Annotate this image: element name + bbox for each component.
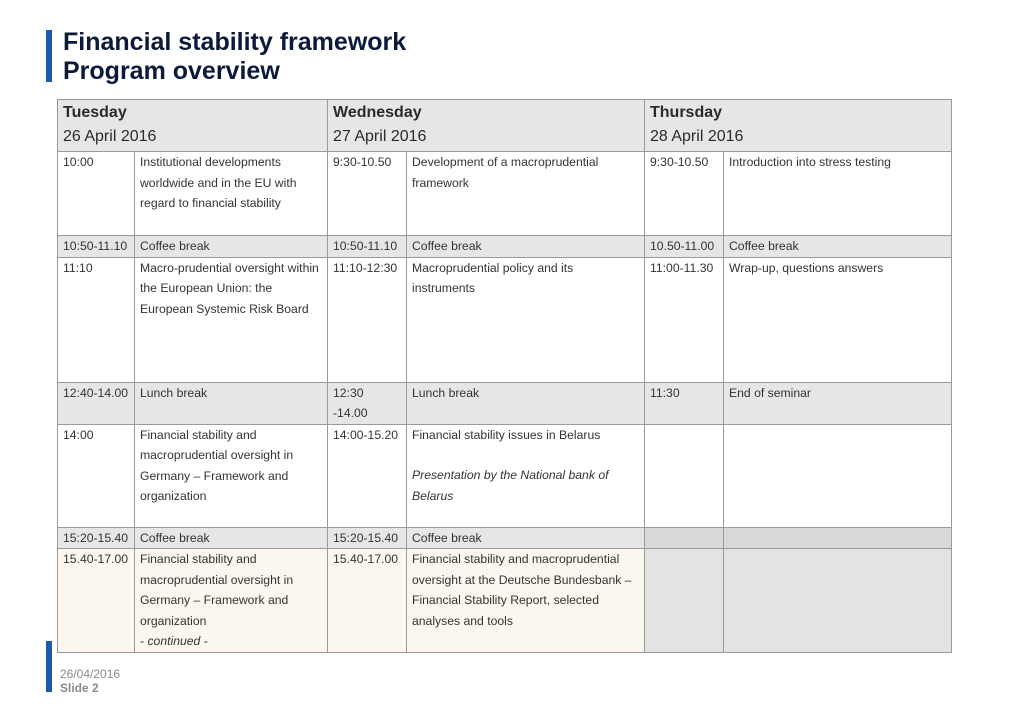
break-label: Coffee break bbox=[724, 236, 952, 258]
break-label: Lunch break bbox=[135, 382, 328, 424]
footer-accent-bar bbox=[46, 641, 52, 692]
session-time: 11:10-12:30 bbox=[328, 257, 407, 382]
title-accent-bar bbox=[46, 30, 52, 82]
table-row bbox=[58, 236, 952, 258]
break-time: 15:20-15.40 bbox=[328, 527, 407, 549]
program-schedule-table bbox=[57, 99, 952, 653]
day-header-thursday bbox=[645, 100, 952, 152]
session-time: 15.40-17.00 bbox=[328, 549, 407, 653]
session-time: 10:00 bbox=[58, 152, 135, 236]
session-title: Wrap-up, questions answers bbox=[724, 257, 952, 382]
session-time: 15.40-17.00 bbox=[58, 549, 135, 653]
session-time: 11:10 bbox=[58, 257, 135, 382]
table-row bbox=[58, 549, 952, 653]
break-time: 10:50-11.10 bbox=[328, 236, 407, 258]
break-label: Coffee break bbox=[407, 527, 645, 549]
day-header-wednesday bbox=[328, 100, 645, 152]
session-cell bbox=[407, 424, 645, 527]
footer-date: 26/04/2016 bbox=[60, 667, 121, 681]
session-note: - continued - bbox=[140, 634, 208, 648]
break-time: 10:50-11.10 bbox=[58, 236, 135, 258]
session-title: Financial stability and macroprudential oversight in Germany – Framework and organization bbox=[140, 552, 294, 628]
break-time: 12:40-14.00 bbox=[58, 382, 135, 424]
table-row bbox=[58, 382, 952, 424]
session-cell bbox=[135, 549, 328, 653]
break-label: End of seminar bbox=[724, 382, 952, 424]
session-time: 11:00-11.30 bbox=[645, 257, 724, 382]
day-header-tuesday bbox=[58, 100, 328, 152]
day-name: Wednesday bbox=[333, 104, 422, 121]
session-title: Financial stability and macroprudential oversight at the Deutsche Bundesbank – Financial Stability Report, selected analyses and tools bbox=[407, 549, 645, 653]
table-row bbox=[58, 424, 952, 527]
break-label: Coffee break bbox=[407, 236, 645, 258]
slide-subtitle: Program overview bbox=[63, 57, 280, 85]
session-time bbox=[645, 424, 724, 527]
break-label: Lunch break bbox=[407, 382, 645, 424]
table-row bbox=[58, 152, 952, 236]
break-time: 12:30 -14.00 bbox=[328, 382, 407, 424]
session-time: 14:00 bbox=[58, 424, 135, 527]
session-time bbox=[645, 549, 724, 653]
break-label: Coffee break bbox=[135, 236, 328, 258]
session-time: 9:30-10.50 bbox=[645, 152, 724, 236]
break-time bbox=[645, 527, 724, 549]
day-header-row bbox=[58, 100, 952, 152]
break-time: 15:20-15.40 bbox=[58, 527, 135, 549]
session-title: Financial stability issues in Belarus bbox=[412, 427, 601, 442]
break-label bbox=[724, 527, 952, 549]
break-time: 10.50-11.00 bbox=[645, 236, 724, 258]
session-title: Macroprudential policy and its instruments bbox=[407, 257, 645, 382]
session-time: 14:00-15.20 bbox=[328, 424, 407, 527]
table-row bbox=[58, 527, 952, 549]
session-title: Macro-prudential oversight within the European Union: the European Systemic Risk Board bbox=[135, 257, 328, 382]
session-time: 9:30-10.50 bbox=[328, 152, 407, 236]
slide-number: Slide 2 bbox=[60, 681, 99, 695]
break-label: Coffee break bbox=[135, 527, 328, 549]
session-title: Institutional developments worldwide and in the EU with regard to financial stability bbox=[135, 152, 328, 236]
session-title: Introduction into stress testing bbox=[724, 152, 952, 236]
session-title bbox=[724, 549, 952, 653]
day-name: Tuesday bbox=[63, 104, 127, 121]
session-title bbox=[724, 424, 952, 527]
day-date: 27 April 2016 bbox=[333, 128, 427, 145]
table-row bbox=[58, 257, 952, 382]
day-name: Thursday bbox=[650, 104, 723, 121]
session-title: Financial stability and macroprudential oversight in Germany – Framework and organization bbox=[135, 424, 328, 527]
session-note: Presentation by the National bank of Belarus bbox=[412, 468, 609, 503]
session-title: Development of a macroprudential framework bbox=[407, 152, 645, 236]
day-date: 26 April 2016 bbox=[63, 128, 157, 145]
break-time: 11:30 bbox=[645, 382, 724, 424]
day-date: 28 April 2016 bbox=[650, 128, 744, 145]
slide-title: Financial stability framework bbox=[63, 28, 407, 56]
